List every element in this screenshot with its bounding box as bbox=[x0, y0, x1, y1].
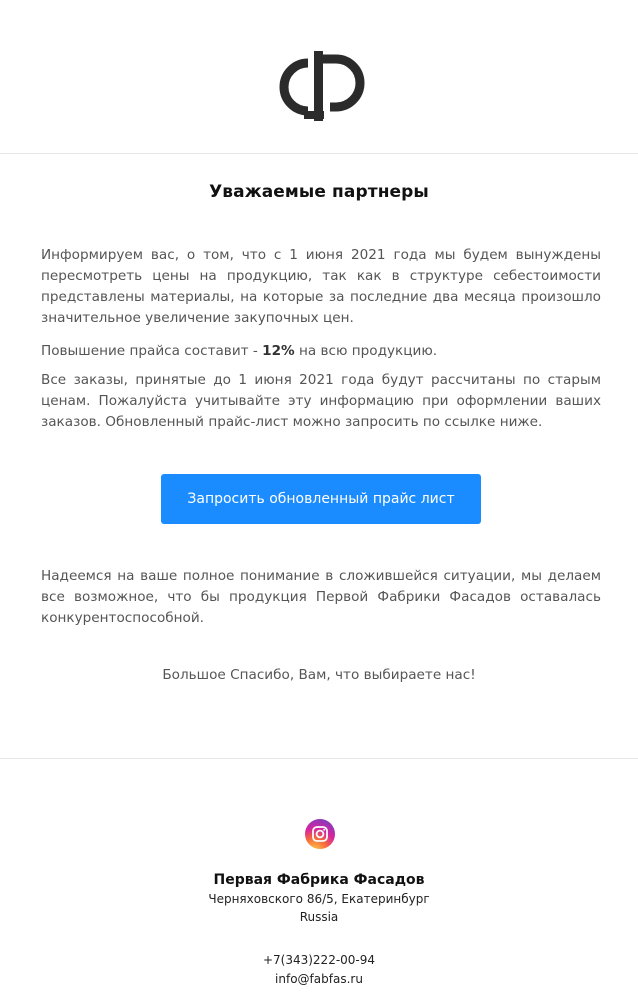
email-footer bbox=[0, 759, 638, 996]
company-name: Первая Фабрика Фасадов bbox=[213, 872, 425, 888]
paragraph-price-increase bbox=[41, 341, 601, 362]
price-increase-suffix: на всю продукцию. bbox=[294, 343, 438, 359]
thanks-text: Большое Спасибо, Вам, что выбираете нас! bbox=[162, 667, 476, 683]
email-link[interactable]: info@fabfas.ru bbox=[275, 972, 363, 986]
email-header bbox=[0, 0, 638, 154]
price-increase-prefix: Повышение прайса составит - bbox=[41, 343, 263, 359]
request-price-list-button[interactable]: Запросить обновленный прайс лист bbox=[161, 474, 481, 524]
email-body bbox=[0, 154, 638, 759]
company-address: Черняховского 86/5, Екатеринбург bbox=[208, 892, 430, 906]
paragraph-orders: Все заказы, принятые до 1 июня 2021 года будут рассчитаны по старым ценам. Пожалуйста учитывайте эту информацию при оформлении ваших заказов. Обновленный прайс-лист можно запросить по ссылке ниже. bbox=[41, 372, 601, 430]
instagram-icon[interactable] bbox=[305, 819, 335, 849]
price-increase-value: 12% bbox=[262, 343, 295, 359]
phone-link[interactable]: +7(343)222-00-94 bbox=[262, 953, 376, 967]
company-country: Russia bbox=[299, 910, 339, 924]
paragraph-intro: Информируем вас, о том, что с 1 июня 2021 года мы будем вынуждены пересмотреть цены на продукцию, так как в структуре себестоимости представлены материалы, на которые за последние два месяца произошло значительное увеличение закупочных цен. bbox=[41, 247, 601, 326]
page-title: Уважаемые партнеры bbox=[209, 182, 429, 202]
company-logo-icon bbox=[274, 47, 370, 125]
paragraph-understanding: Надеемся на ваше полное понимание в сложившейся ситуации, мы делаем все возможное, что бы продукция Первой Фабрики Фасадов оставалась конкурентоспособной. bbox=[41, 568, 601, 626]
